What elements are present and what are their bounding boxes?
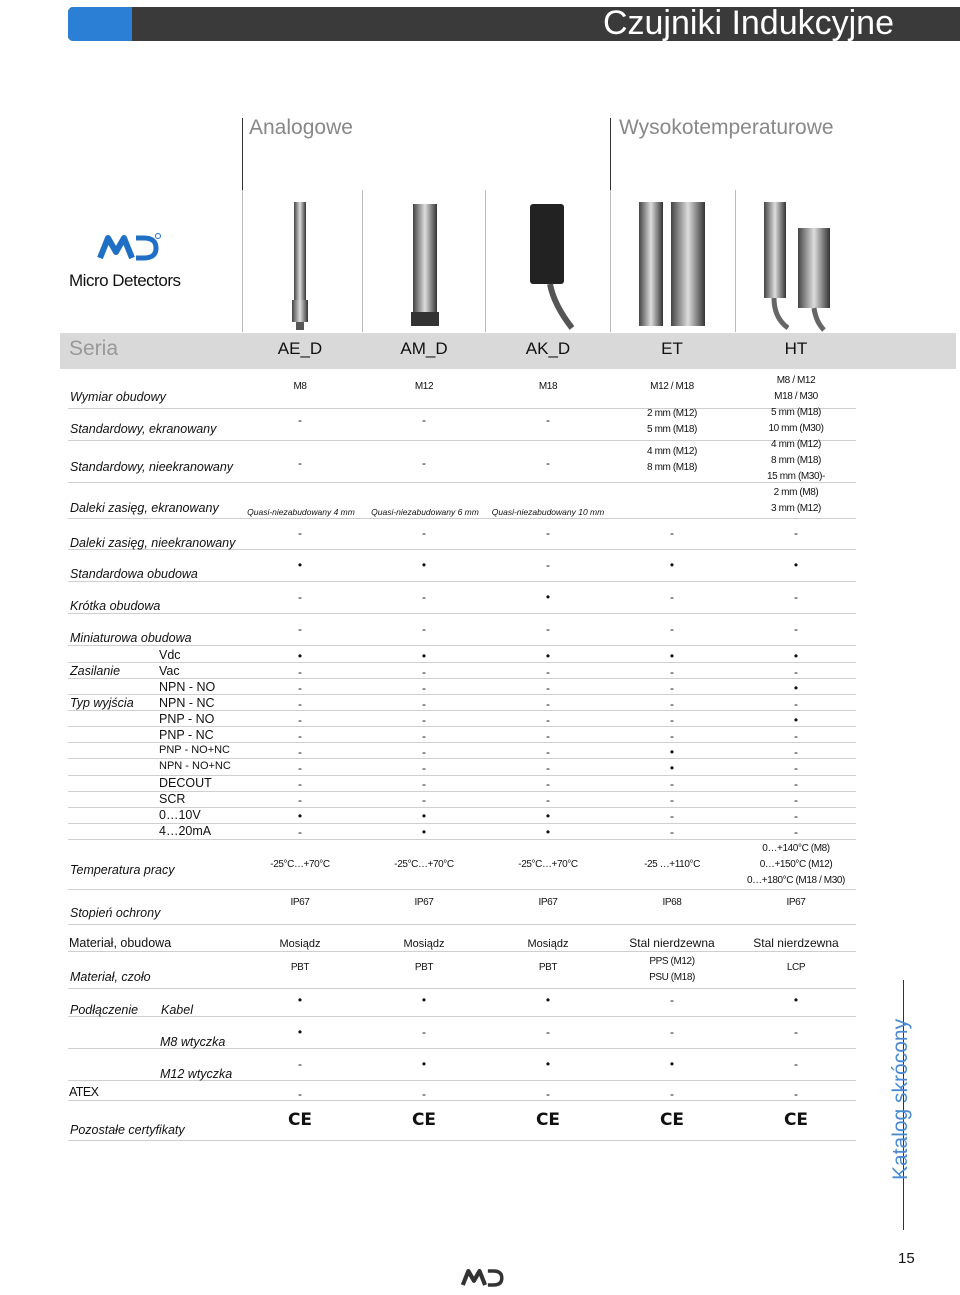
sublabel: 4…20mA xyxy=(159,824,212,838)
cell-pnp-nc-ak-d: - xyxy=(546,729,550,743)
cell-npn-nonc-et: • xyxy=(669,761,675,775)
cell-v010-ht: - xyxy=(794,809,798,823)
cell-v010-et: - xyxy=(670,809,674,823)
cell-pnp-nc-ae-d: - xyxy=(298,729,302,743)
sublabel: DECOUT xyxy=(159,776,212,790)
cell-npn-nonc-am-d: - xyxy=(422,761,426,775)
cell-std-obud-ae-d: • xyxy=(297,558,303,572)
cell-pnp-no-ak-d: - xyxy=(546,713,550,727)
label-std-nieekr: Standardowy, nieekranowany xyxy=(70,460,234,474)
label-ochrona: Stopień ochrony xyxy=(70,906,161,920)
cell-mini-ae-d: - xyxy=(298,622,302,636)
cell-atex-ak-d: - xyxy=(546,1087,550,1101)
cell-dal-nieekr-et: - xyxy=(670,526,674,540)
sublabel: NPN - NO+NC xyxy=(159,760,231,772)
cell-atex-am-d: - xyxy=(422,1087,426,1101)
cell-ma420-et: - xyxy=(670,825,674,839)
ip-ak-d: IP67 xyxy=(538,897,558,908)
label-wymiar: Wymiar obudowy xyxy=(70,390,166,404)
cell-npn-no-et: - xyxy=(670,681,674,695)
cell-v010-ak-d: • xyxy=(545,809,551,823)
cell-m12-ht: - xyxy=(794,1057,798,1071)
label-mat-czolo: Materiał, czoło xyxy=(70,970,151,984)
row-divider xyxy=(68,889,856,890)
cell-atex-et: - xyxy=(670,1087,674,1101)
cell-vac-ae-d: - xyxy=(298,665,302,679)
sublabel: Vdc xyxy=(159,648,181,662)
ce-mark-icon: CE xyxy=(659,1110,685,1130)
cell-decout-et: - xyxy=(670,777,674,791)
mat-czolo-am-d: PBT xyxy=(414,962,434,973)
mat-obud-et: Stal nierdzewna xyxy=(629,936,715,950)
row-divider xyxy=(68,613,856,614)
brand-name: Micro Detectors xyxy=(69,271,181,290)
cell-scr-ae-d: - xyxy=(298,793,302,807)
ip-et: IP68 xyxy=(662,897,682,908)
cell-std-obud-et: • xyxy=(669,558,675,572)
label-dal-nieekr: Daleki zasięg, nieekranowany xyxy=(70,536,236,550)
cell-dal-nieekr-ae-d: - xyxy=(298,526,302,540)
cell-kabel-ak-d: • xyxy=(545,993,551,1007)
cell-npn-no-ht: • xyxy=(793,681,799,695)
cell-pnp-no-am-d: - xyxy=(422,713,426,727)
std-ekr-am-d: - xyxy=(422,413,426,427)
temp-am-d: -25°C…+70°C xyxy=(394,859,454,870)
cell-vac-ak-d: - xyxy=(546,665,550,679)
sublabel: PNP - NO xyxy=(159,712,215,726)
label-kabel: Kabel xyxy=(161,1003,193,1017)
cell-mini-ht: - xyxy=(794,622,798,636)
series-et: ET xyxy=(661,339,683,358)
label-certyf: Pozostałe certyfikaty xyxy=(70,1123,185,1137)
col-divider xyxy=(735,190,736,332)
md-logo-icon xyxy=(96,232,162,264)
sublabel: SCR xyxy=(159,792,186,806)
cell-vac-am-d: - xyxy=(422,665,426,679)
page-title: Czujniki Indukcyjne xyxy=(602,4,894,42)
sensor-ae-d-image xyxy=(285,200,315,332)
page-number: 15 xyxy=(898,1250,915,1267)
cell-m8-ht: - xyxy=(794,1025,798,1039)
std-nieekr-et: 4 mm (M12) 8 mm (M18) xyxy=(647,446,697,473)
label-typ: Typ wyjścia xyxy=(70,696,134,710)
ce-mark-icon: CE xyxy=(411,1110,437,1130)
cell-npn-nc-et: - xyxy=(670,697,674,711)
cell-dal-nieekr-ht: - xyxy=(794,526,798,540)
label-dal-ekr: Daleki zasięg, ekranowany xyxy=(70,501,219,515)
sensor-ht-image xyxy=(760,198,840,332)
cell-std-obud-ak-d: - xyxy=(546,558,550,572)
cell-std-obud-ht: • xyxy=(793,558,799,572)
cell-m8-ak-d: - xyxy=(546,1025,550,1039)
sublabel: PNP - NO+NC xyxy=(159,744,231,756)
cell-atex-ht: - xyxy=(794,1087,798,1101)
seria-label: Seria xyxy=(69,337,119,360)
cell-pnp-nonc-ak-d: - xyxy=(546,745,550,759)
cell-kabel-et: - xyxy=(670,993,674,1007)
label-std-ekr: Standardowy, ekranowany xyxy=(70,422,217,436)
sensor-ak-d-image xyxy=(520,200,580,332)
std-ekr-et: 2 mm (M12) 5 mm (M18) xyxy=(647,408,697,435)
cell-dal-nieekr-ak-d: - xyxy=(546,526,550,540)
cell-npn-nc-ae-d: - xyxy=(298,697,302,711)
std-ekr-ak-d: - xyxy=(546,413,550,427)
cell-vdc-ae-d: • xyxy=(297,649,303,663)
cell-kabel-ht: • xyxy=(793,993,799,1007)
sublabel: 0…10V xyxy=(159,808,201,822)
ht-dims: M8 / M12 M18 / M30 5 mm (M18) 10 mm (M30) 4 mm (M12) 8 mm (M18) 15 mm (M30)- 2 mm (M8) 3 mm (M12) xyxy=(767,375,825,514)
cell-krotka-ae-d: - xyxy=(298,590,302,604)
col-divider xyxy=(610,190,611,332)
mat-obud-ak-d: Mosiądz xyxy=(527,938,569,950)
cell-npn-no-ae-d: - xyxy=(298,681,302,695)
sublabel: PNP - NC xyxy=(159,728,214,742)
label-m8: M8 wtyczka xyxy=(160,1035,226,1049)
cell-pnp-nonc-et: • xyxy=(669,745,675,759)
temp-ae-d: -25°C…+70°C xyxy=(270,859,330,870)
cell-scr-ak-d: - xyxy=(546,793,550,807)
cell-std-obud-am-d: • xyxy=(421,558,427,572)
cell-ma420-ht: - xyxy=(794,825,798,839)
side-title: Katalog skrócony xyxy=(889,1018,912,1180)
col-divider xyxy=(362,190,363,332)
cell-krotka-am-d: - xyxy=(422,590,426,604)
cell-vdc-et: • xyxy=(669,649,675,663)
cell-vdc-ak-d: • xyxy=(545,649,551,663)
group-divider xyxy=(242,118,243,190)
quasi-ak-d: Quasi-niezabudowany 10 mm xyxy=(491,507,605,517)
cell-pnp-nonc-am-d: - xyxy=(422,745,426,759)
sensor-et-image xyxy=(635,198,715,332)
ip-ae-d: IP67 xyxy=(290,897,310,908)
cell-m12-ak-d: • xyxy=(545,1057,551,1071)
cell-npn-nc-ht: - xyxy=(794,697,798,711)
cell-mini-am-d: - xyxy=(422,622,426,636)
label-krotka: Krótka obudowa xyxy=(70,599,161,613)
group-hightemp: Wysokotemperaturowe xyxy=(619,116,834,139)
cell-kabel-ae-d: • xyxy=(297,993,303,1007)
cell-decout-ak-d: - xyxy=(546,777,550,791)
cell-m8-am-d: - xyxy=(422,1025,426,1039)
quasi-am-d: Quasi-niezabudowany 6 mm xyxy=(371,507,479,517)
cell-atex-ae-d: - xyxy=(298,1087,302,1101)
series-am-d: AM_D xyxy=(400,339,448,358)
md-footer-logo-icon xyxy=(460,1266,506,1290)
cell-pnp-nc-et: - xyxy=(670,729,674,743)
cell-ma420-am-d: • xyxy=(421,825,427,839)
cell-pnp-nonc-ht: - xyxy=(794,745,798,759)
cell-vdc-am-d: • xyxy=(421,649,427,663)
ce-mark-icon: CE xyxy=(783,1110,809,1130)
label-temp: Temperatura pracy xyxy=(70,863,175,877)
cell-pnp-no-ht: • xyxy=(793,713,799,727)
cell-decout-am-d: - xyxy=(422,777,426,791)
cell-npn-no-ak-d: - xyxy=(546,681,550,695)
banner-accent xyxy=(68,7,132,41)
label-mini: Miniaturowa obudowa xyxy=(70,631,192,645)
cell-dal-nieekr-am-d: - xyxy=(422,526,426,540)
std-ekr-ae-d: - xyxy=(298,413,302,427)
wymiar-ae-d: M8 xyxy=(293,381,307,392)
row-divider xyxy=(68,924,856,925)
cell-pnp-nc-ht: - xyxy=(794,729,798,743)
mat-obud-ht: Stal nierdzewna xyxy=(753,936,839,950)
row-divider xyxy=(68,1140,856,1141)
cell-scr-am-d: - xyxy=(422,793,426,807)
label-m12: M12 wtyczka xyxy=(160,1067,233,1081)
cell-krotka-ht: - xyxy=(794,590,798,604)
label-std-obud: Standardowa obudowa xyxy=(70,567,198,581)
temp-ht: 0…+140°C (M8) 0…+150°C (M12) 0…+180°C (M18 / M30) xyxy=(747,843,845,886)
ip-ht: IP67 xyxy=(786,897,806,908)
cell-m8-ae-d: • xyxy=(297,1025,303,1039)
label-podlaczenie: Podłączenie xyxy=(70,1003,139,1017)
cell-npn-nonc-ak-d: - xyxy=(546,761,550,775)
cell-krotka-ak-d: • xyxy=(545,590,551,604)
row-divider xyxy=(68,988,856,989)
mat-czolo-ht: LCP xyxy=(786,962,806,973)
group-analog: Analogowe xyxy=(249,116,353,139)
cell-v010-am-d: • xyxy=(421,809,427,823)
cell-v010-ae-d: • xyxy=(297,809,303,823)
temp-et: -25 …+110°C xyxy=(644,859,700,870)
row-divider xyxy=(68,581,856,582)
cell-pnp-no-et: - xyxy=(670,713,674,727)
cell-m8-et: - xyxy=(670,1025,674,1039)
std-nieekr-am-d: - xyxy=(422,456,426,470)
series-ht: HT xyxy=(784,339,808,358)
mat-czolo-ak-d: PBT xyxy=(538,962,558,973)
cell-mini-et: - xyxy=(670,622,674,636)
mat-czolo-et: PPS (M12) PSU (M18) xyxy=(649,956,695,983)
sublabel: Vac xyxy=(159,664,180,678)
cell-m12-ae-d: - xyxy=(298,1057,302,1071)
cell-m12-et: • xyxy=(669,1057,675,1071)
mat-obud-am-d: Mosiądz xyxy=(403,938,445,950)
label-atex: ATEX xyxy=(69,1085,99,1099)
group-divider xyxy=(610,118,611,190)
cell-ma420-ak-d: • xyxy=(545,825,551,839)
cell-npn-no-am-d: - xyxy=(422,681,426,695)
sublabel: NPN - NO xyxy=(159,680,216,694)
series-ak-d: AK_D xyxy=(525,339,571,358)
label-mat-obud: Materiał, obudowa xyxy=(69,936,172,950)
cell-vac-ht: - xyxy=(794,665,798,679)
mat-obud-ae-d: Mosiądz xyxy=(279,938,321,950)
col-divider xyxy=(485,190,486,332)
cell-ma420-ae-d: - xyxy=(298,825,302,839)
cell-vac-et: - xyxy=(670,665,674,679)
cell-npn-nonc-ht: - xyxy=(794,761,798,775)
cell-m12-am-d: • xyxy=(421,1057,427,1071)
ce-mark-icon: CE xyxy=(287,1110,313,1130)
mat-czolo-ae-d: PBT xyxy=(290,962,310,973)
ip-am-d: IP67 xyxy=(414,897,434,908)
sensor-am-d-image xyxy=(405,200,445,332)
cell-decout-ht: - xyxy=(794,777,798,791)
ce-mark-icon: CE xyxy=(535,1110,561,1130)
label-zasilanie: Zasilanie xyxy=(70,664,121,678)
cell-kabel-am-d: • xyxy=(421,993,427,1007)
std-nieekr-ae-d: - xyxy=(298,456,302,470)
header-banner xyxy=(68,4,960,42)
cell-npn-nonc-ae-d: - xyxy=(298,761,302,775)
cell-scr-ht: - xyxy=(794,793,798,807)
row-divider xyxy=(68,645,856,646)
wymiar-ak-d: M18 xyxy=(538,381,558,392)
wymiar-et: M12 / M18 xyxy=(650,381,694,392)
sublabel: NPN - NC xyxy=(159,696,215,710)
cell-krotka-et: - xyxy=(670,590,674,604)
cell-npn-nc-ak-d: - xyxy=(546,697,550,711)
quasi-ae-d: Quasi-niezabudowany 4 mm xyxy=(247,507,355,517)
cell-vdc-ht: • xyxy=(793,649,799,663)
temp-ak-d: -25°C…+70°C xyxy=(518,859,578,870)
cell-scr-et: - xyxy=(670,793,674,807)
col-divider xyxy=(242,190,243,332)
cell-pnp-nc-am-d: - xyxy=(422,729,426,743)
cell-npn-nc-am-d: - xyxy=(422,697,426,711)
cell-decout-ae-d: - xyxy=(298,777,302,791)
side-title-block xyxy=(889,980,935,1180)
std-nieekr-ak-d: - xyxy=(546,456,550,470)
series-ae-d: AE_D xyxy=(277,339,323,358)
wymiar-am-d: M12 xyxy=(414,381,434,392)
cell-pnp-nonc-ae-d: - xyxy=(298,745,302,759)
cell-pnp-no-ae-d: - xyxy=(298,713,302,727)
cell-mini-ak-d: - xyxy=(546,622,550,636)
